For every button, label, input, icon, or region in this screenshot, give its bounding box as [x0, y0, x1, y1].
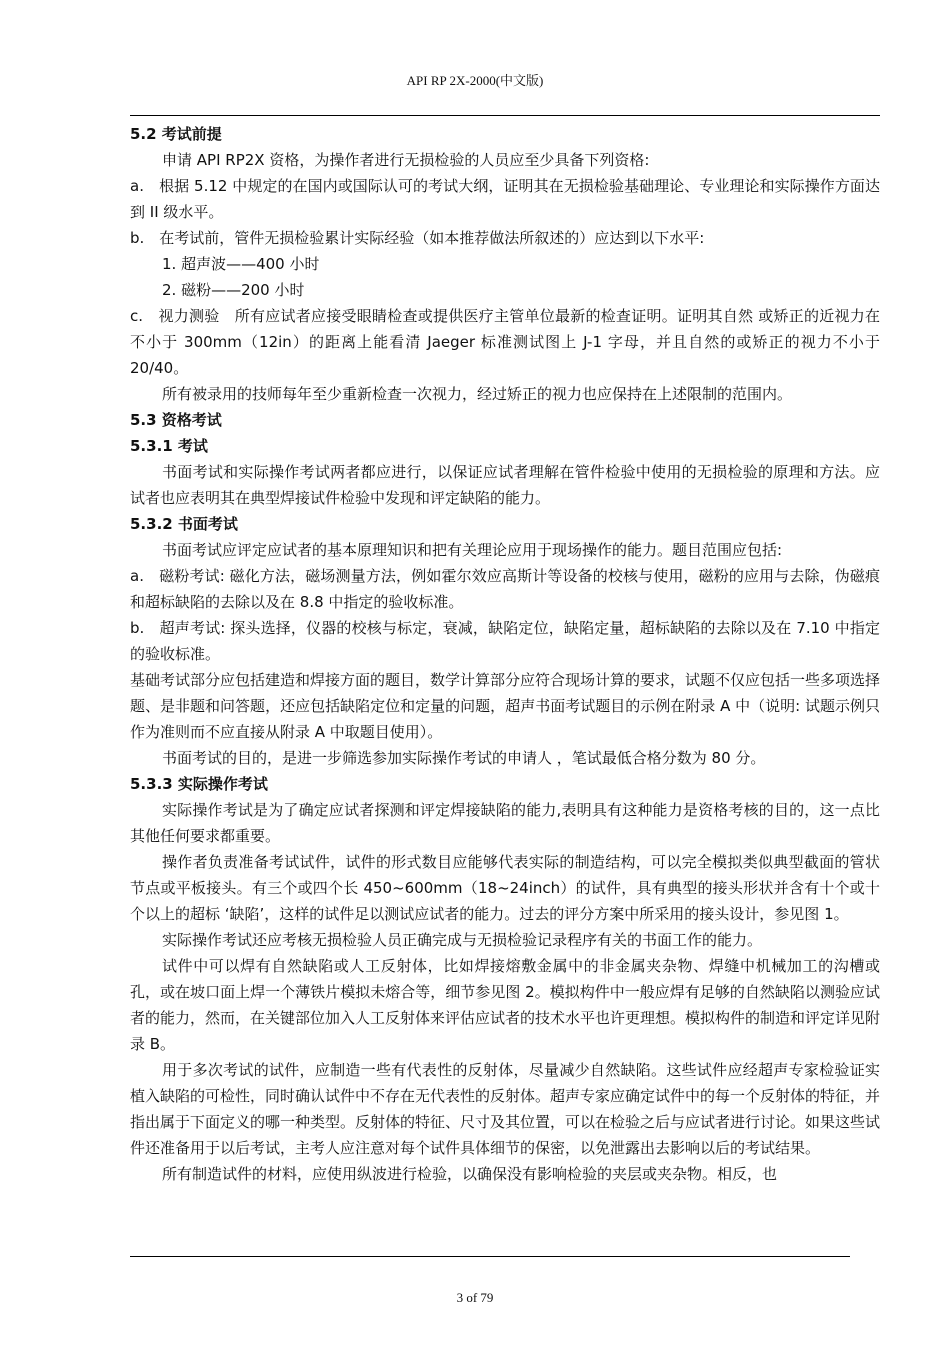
section-heading: 5.2 考试前提: [130, 125, 222, 143]
page-number: 3 of 79: [456, 1290, 494, 1305]
paragraph: a. 根据 5.12 中规定的在国内或国际认可的考试大纲，证明其在无损检验基础理论、专业理论和实际操作方面达到 II 级水平。: [130, 177, 880, 221]
paragraph: c. 视力测验 所有应试者应接受眼睛检查或提供医疗主管单位最新的检查证明。证明其自然 或矫正的近视力在不小于 300mm（12in）的距离上能看清 Jaeger 标准测试图上 J-1 字母，并且自然的或矫正的视力不小于 20/40。: [130, 307, 880, 377]
footer-rule: [130, 1256, 850, 1257]
paragraph: 试件中可以焊有自然缺陷或人工反射体，比如焊接熔敷金属中的非金属夹杂物、焊缝中机械加工的沟槽或孔，或在坡口面上焊一个薄铁片模拟未熔合等，细节参见图 2。模拟构件中一般应焊有足够的自然缺陷以测验应试者的能力，然而，在关键部位加入人工反射体来评估应试者的技术水平也许更理想。模拟构件的制造和评定详见附录 B。: [130, 957, 881, 1053]
paragraph: 书面考试和实际操作考试两者都应进行，以保证应试者理解在管件检验中使用的无损检验的原理和方法。应试者也应表明其在典型焊接试件检验中发现和评定缺陷的能力。: [130, 463, 880, 507]
paragraph: b. 在考试前，管件无损检验累计实际经验（如本推荐做法所叙述的）应达到以下水平:: [130, 229, 705, 247]
paragraph: a. 磁粉考试: 磁化方法，磁场测量方法，例如霍尔效应高斯计等设备的校核与使用，磁粉的应用与去除，伪磁痕和超标缺陷的去除以及在 8.8 中指定的验收标准。: [130, 567, 880, 611]
paragraph: 申请 API RP2X 资格，为操作者进行无损检验的人员应至少具备下列资格:: [162, 151, 650, 169]
paragraph: 书面考试的目的，是进一步筛选参加实际操作考试的申请人 ，笔试最低合格分数为 80 分。: [162, 749, 766, 767]
paragraph: 实际操作考试还应考核无损检验人员正确完成与无损检验记录程序有关的书面工作的能力。: [162, 931, 763, 949]
paragraph: 书面考试应评定应试者的基本原理知识和把有关理论应用于现场操作的能力。题目范围应包括:: [162, 541, 783, 559]
header-rule: [130, 115, 880, 116]
page-header: API RP 2X-2000(中文版): [406, 73, 544, 88]
paragraph: 2. 磁粉——200 小时: [162, 281, 305, 299]
paragraph: 操作者负责准备考试试件，试件的形式数目应能够代表实际的制造结构，可以完全模拟类似典型截面的管状节点或平板接头。有三个或四个长 450~600mm（18~24inch）的试件，具有典型的接头形状并含有十个或十个以上的超标 ‘缺陷’，这样的试件足以测试应试者的能力。过去的评分方案中所采用的接头设计，参见图 1。: [130, 853, 880, 923]
section-heading: 5.3 资格考试: [130, 411, 222, 429]
paragraph: 实际操作考试是为了确定应试者探测和评定焊接缺陷的能力,表明具有这种能力是资格考核的目的，这一点比其他任何要求都重要。: [130, 801, 880, 845]
document-body: [130, 121, 880, 1187]
paragraph: 所有被录用的技师每年至少重新检查一次视力，经过矫正的视力也应保持在上述限制的范围内。: [162, 385, 793, 403]
paragraph: 基础考试部分应包括建造和焊接方面的题目，数学计算部分应符合现场计算的要求，试题不仅应包括一些多项选择题、是非题和问答题，还应包括缺陷定位和定量的问题，超声书面考试题目的示例在附录 A 中（说明: 试题示例只作为准则而不应直接从附录 A 中取题目使用）。: [130, 671, 881, 741]
paragraph: b. 超声考试: 探头选择，仪器的校核与标定，衰减，缺陷定位，缺陷定量，超标缺陷的去除以及在 7.10 中指定的验收标准。: [130, 619, 880, 663]
section-heading: 5.3.1 考试: [130, 437, 208, 455]
paragraph: 1. 超声波——400 小时: [162, 255, 320, 273]
paragraph: 用于多次考试的试件，应制造一些有代表性的反射体，尽量减少自然缺陷。这些试件应经超声专家检验证实植入缺陷的可检性，同时确认试件中不存在无代表性的反射体。超声专家应确定试件中的每一个反射体的特征，并指出属于下面定义的哪一种类型。反射体的特征、尺寸及其位置，可以在检验之后与应试者进行讨论。如果这些试件还准备用于以后考试，主考人应注意对每个试件具体细节的保密，以免泄露出去影响以后的考试结果。: [130, 1061, 881, 1157]
paragraph: 所有制造试件的材料，应使用纵波进行检验，以确保没有影响检验的夹层或夹杂物。相反，也: [162, 1165, 778, 1183]
section-heading: 5.3.2 书面考试: [130, 515, 238, 533]
section-heading: 5.3.3 实际操作考试: [130, 775, 268, 793]
